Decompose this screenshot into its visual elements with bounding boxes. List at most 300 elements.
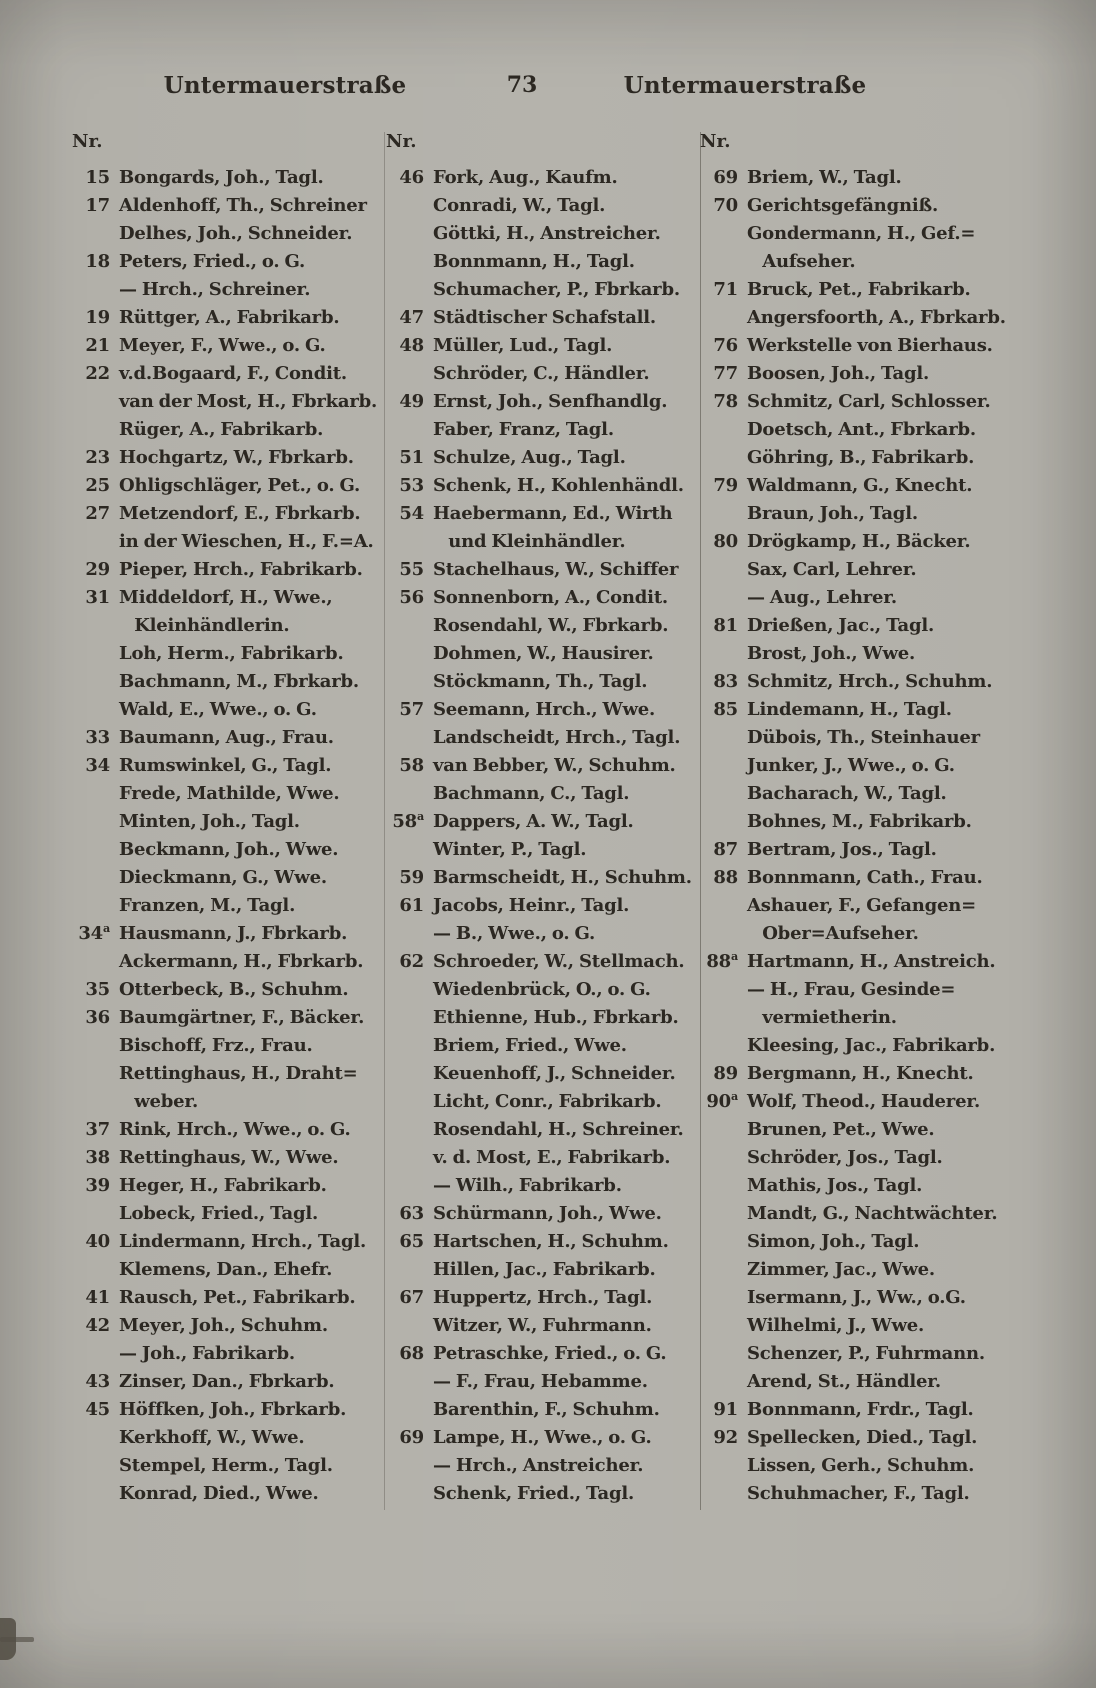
directory-entry — [386, 892, 682, 948]
resident-lines — [119, 248, 368, 304]
house-number: 47 — [399, 307, 424, 328]
resident-lines — [433, 1424, 682, 1508]
house-number: 78 — [713, 391, 738, 412]
house-number: 85 — [713, 699, 738, 720]
resident-line: Brost, Joh., Wwe. — [747, 643, 916, 664]
resident-line: Wald, E., Wwe., o. G. — [119, 699, 317, 720]
house-number: 76 — [713, 335, 738, 356]
resident-line: Zinser, Dan., Fbrkarb. — [119, 1371, 335, 1392]
resident-lines — [747, 1424, 1016, 1508]
resident-line: Loh, Herm., Fabrikarb. — [119, 643, 344, 664]
resident-line: Seemann, Hrch., Wwe. — [433, 699, 656, 720]
directory-entry — [72, 920, 368, 976]
resident-lines — [747, 948, 1016, 1060]
resident-line: Rettinghaus, W., Wwe. — [119, 1147, 339, 1168]
resident-line: Schuhmacher, F., Tagl. — [747, 1483, 970, 1504]
house-number: 19 — [85, 307, 110, 328]
directory-entry — [700, 612, 1016, 668]
directory-entry — [700, 360, 1016, 388]
directory-entry — [700, 1088, 1016, 1396]
resident-line: Schenk, H., Kohlenhändl. — [433, 475, 684, 496]
resident-lines — [747, 1088, 1016, 1396]
resident-lines — [747, 276, 1016, 332]
house-number: 69 — [713, 167, 738, 188]
page-number: 73 — [506, 72, 538, 98]
resident-line: Hartschen, H., Schuhm. — [433, 1231, 669, 1252]
directory-column-3 — [700, 128, 1016, 1508]
resident-lines — [119, 1144, 368, 1172]
resident-lines — [747, 388, 1016, 472]
resident-lines — [119, 332, 368, 360]
directory-columns — [72, 128, 1016, 1508]
directory-entry — [72, 724, 368, 752]
house-number: 48 — [399, 335, 424, 356]
directory-entry — [72, 444, 368, 472]
house-number: 40 — [85, 1231, 110, 1252]
resident-line: Aldenhoff, Th., Schreiner — [119, 195, 367, 216]
resident-lines — [119, 976, 368, 1004]
resident-line: Schumacher, P., Fbrkarb. — [433, 279, 680, 300]
house-number: 81 — [713, 615, 738, 636]
resident-line: Ohligschläger, Pet., o. G. — [119, 475, 361, 496]
resident-lines — [747, 164, 1016, 192]
house-number: 39 — [85, 1175, 110, 1196]
house-number: 67 — [399, 1287, 424, 1308]
resident-line: — H., Frau, Gesinde= — [747, 979, 956, 1000]
house-number: 57 — [399, 699, 424, 720]
resident-line: weber. — [119, 1091, 199, 1112]
resident-lines — [119, 360, 378, 444]
resident-line: Meyer, Joh., Schuhm. — [119, 1315, 328, 1336]
house-number: 38 — [85, 1147, 110, 1168]
resident-line: Otterbeck, B., Schuhm. — [119, 979, 349, 1000]
house-number: 51 — [399, 447, 424, 468]
resident-lines — [433, 164, 682, 304]
house-number: 31 — [85, 587, 110, 608]
resident-lines — [433, 1200, 682, 1228]
house-number: 62 — [399, 951, 424, 972]
resident-line: Brunen, Pet., Wwe. — [747, 1119, 935, 1140]
resident-line: Peters, Fried., o. G. — [119, 251, 306, 272]
resident-line: v. d. Most, E., Fabrikarb. — [433, 1147, 671, 1168]
resident-line: Meyer, F., Wwe., o. G. — [119, 335, 326, 356]
directory-entry — [72, 1396, 368, 1508]
house-number: 21 — [85, 335, 110, 356]
resident-line: Huppertz, Hrch., Tagl. — [433, 1287, 653, 1308]
directory-entry — [386, 556, 682, 584]
directory-entry — [386, 500, 682, 556]
resident-lines — [433, 752, 682, 808]
directory-entry — [72, 976, 368, 1004]
resident-line: Frede, Mathilde, Wwe. — [119, 783, 340, 804]
house-number: 53 — [399, 475, 424, 496]
house-number: 83 — [713, 671, 738, 692]
resident-lines — [119, 304, 368, 332]
directory-entry — [700, 1424, 1016, 1508]
directory-entry — [700, 472, 1016, 528]
resident-line: Franzen, M., Tagl. — [119, 895, 296, 916]
resident-line: Lindermann, Hrch., Tagl. — [119, 1231, 367, 1252]
resident-line: Drießen, Jac., Tagl. — [747, 615, 935, 636]
resident-line: Waldmann, G., Knecht. — [747, 475, 973, 496]
directory-entry — [386, 864, 692, 892]
resident-line: Schmitz, Carl, Schlosser. — [747, 391, 991, 412]
resident-line: Drögkamp, H., Bäcker. — [747, 531, 971, 552]
resident-line: Wolf, Theod., Hauderer. — [747, 1091, 981, 1112]
directory-entry — [386, 584, 682, 696]
house-number: 55 — [399, 559, 424, 580]
house-number: 80 — [713, 531, 738, 552]
resident-line: Bonnmann, Cath., Frau. — [747, 867, 983, 888]
directory-entry — [700, 192, 1016, 276]
resident-line: Bongards, Joh., Tagl. — [119, 167, 324, 188]
resident-line: Petraschke, Fried., o. G. — [433, 1343, 667, 1364]
resident-lines — [433, 472, 682, 500]
resident-line: Wiedenbrück, O., o. G. — [433, 979, 651, 1000]
resident-line: Rosendahl, W., Fbrkarb. — [433, 615, 669, 636]
directory-entry — [72, 192, 368, 248]
resident-line: Höffken, Joh., Fbrkarb. — [119, 1399, 347, 1420]
resident-line: Göttki, H., Anstreicher. — [433, 223, 661, 244]
directory-entry — [386, 164, 682, 304]
resident-line: Bonnmann, H., Tagl. — [433, 251, 635, 272]
resident-line: Rumswinkel, G., Tagl. — [119, 755, 332, 776]
resident-line: Junker, J., Wwe., o. G. — [747, 755, 955, 776]
house-number: 92 — [713, 1427, 738, 1448]
resident-lines — [747, 864, 1016, 948]
directory-column-1 — [72, 128, 378, 1508]
directory-column-2 — [386, 128, 692, 1508]
directory-entry — [386, 1284, 682, 1340]
resident-line: Schröder, Jos., Tagl. — [747, 1147, 943, 1168]
resident-lines — [747, 1396, 1016, 1424]
resident-line: Schenk, Fried., Tagl. — [433, 1483, 635, 1504]
resident-line: Stöckmann, Th., Tagl. — [433, 671, 648, 692]
house-number: 54 — [399, 503, 424, 524]
house-number: 59 — [399, 867, 424, 888]
resident-line: Bachmann, M., Fbrkarb. — [119, 671, 359, 692]
house-number: 18 — [85, 251, 110, 272]
resident-line: v.d.Bogaard, F., Condit. — [119, 363, 347, 384]
resident-line: Rink, Hrch., Wwe., o. G. — [119, 1119, 351, 1140]
resident-lines — [119, 556, 368, 584]
resident-line: Ernst, Joh., Senfhandlg. — [433, 391, 668, 412]
house-number: 22 — [85, 363, 110, 384]
resident-line: Bergmann, H., Knecht. — [747, 1063, 974, 1084]
house-number: 34$^a$ — [78, 922, 110, 944]
resident-lines — [119, 164, 368, 192]
resident-line: Arend, St., Händler. — [747, 1371, 941, 1392]
street-title-left: Untermauerstraße — [163, 72, 407, 99]
resident-lines — [119, 920, 368, 976]
resident-lines — [433, 1340, 682, 1424]
resident-lines — [433, 444, 682, 472]
directory-entry — [386, 304, 682, 332]
resident-line: Dohmen, W., Hausirer. — [433, 643, 654, 664]
resident-lines — [119, 192, 368, 248]
resident-line: Minten, Joh., Tagl. — [119, 811, 300, 832]
directory-entry — [700, 164, 1016, 192]
resident-line: van Bebber, W., Schuhm. — [433, 755, 676, 776]
directory-entry — [386, 752, 682, 808]
house-number: 42 — [85, 1315, 110, 1336]
resident-lines — [433, 1228, 682, 1284]
resident-lines — [747, 612, 1016, 668]
resident-line: Lissen, Gerh., Schuhm. — [747, 1455, 975, 1476]
resident-line: Schröder, C., Händler. — [433, 363, 650, 384]
resident-line: Zimmer, Jac., Wwe. — [747, 1259, 935, 1280]
resident-line: Werkstelle von Bierhaus. — [747, 335, 993, 356]
directory-entry — [72, 332, 368, 360]
house-number: 46 — [399, 167, 424, 188]
resident-line: Lindemann, H., Tagl. — [747, 699, 952, 720]
directory-entry — [72, 584, 368, 724]
resident-line: Bohnes, M., Fabrikarb. — [747, 811, 972, 832]
scan-edge-artifact — [0, 1637, 34, 1642]
house-number: 61 — [399, 895, 424, 916]
house-number: 63 — [399, 1203, 424, 1224]
house-number: 41 — [85, 1287, 110, 1308]
resident-line: Rüger, A., Fabrikarb. — [119, 419, 324, 440]
directory-entry — [386, 696, 682, 752]
directory-entry — [72, 1284, 368, 1312]
resident-line: Bonnmann, Frdr., Tagl. — [747, 1399, 974, 1420]
directory-entry — [386, 808, 682, 864]
resident-line: Schroeder, W., Stellmach. — [433, 951, 685, 972]
directory-entry — [72, 472, 368, 500]
resident-line: Schulze, Aug., Tagl. — [433, 447, 626, 468]
house-number: 58 — [399, 755, 424, 776]
directory-entry — [72, 1004, 368, 1116]
directory-entry — [386, 444, 682, 472]
resident-line: Hochgartz, W., Fbrkarb. — [119, 447, 354, 468]
resident-line: Rüttger, A., Fabrikarb. — [119, 307, 340, 328]
directory-entry — [700, 332, 1016, 360]
resident-line: Kleinhändlerin. — [119, 615, 290, 636]
resident-lines — [119, 724, 368, 752]
resident-line: — Joh., Fabrikarb. — [119, 1343, 295, 1364]
resident-lines — [747, 472, 1016, 528]
resident-line: Klemens, Dan., Ehefr. — [119, 1259, 333, 1280]
resident-lines — [119, 472, 368, 500]
resident-line: Briem, W., Tagl. — [747, 167, 902, 188]
resident-line: Konrad, Died., Wwe. — [119, 1483, 319, 1504]
resident-lines — [119, 1396, 368, 1508]
resident-lines — [433, 388, 682, 444]
house-number: 71 — [713, 279, 738, 300]
resident-line: Ethienne, Hub., Fbrkarb. — [433, 1007, 679, 1028]
resident-lines — [119, 752, 368, 920]
resident-lines — [433, 808, 682, 864]
resident-line: Keuenhoff, J., Schneider. — [433, 1063, 676, 1084]
resident-line: und Kleinhändler. — [433, 531, 626, 552]
resident-lines — [433, 1284, 682, 1340]
house-number: 79 — [713, 475, 738, 496]
house-number: 91 — [713, 1399, 738, 1420]
resident-line: Ashauer, F., Gefangen= — [747, 895, 976, 916]
resident-lines — [747, 668, 1016, 696]
resident-line: Stachelhaus, W., Schiffer — [433, 559, 679, 580]
house-number: 36 — [85, 1007, 110, 1028]
directory-entry — [386, 1340, 682, 1424]
directory-entry — [72, 1172, 368, 1228]
house-number: 69 — [399, 1427, 424, 1448]
directory-entry — [72, 164, 368, 192]
resident-line: Sonnenborn, A., Condit. — [433, 587, 669, 608]
directory-entry — [700, 276, 1016, 332]
directory-entry — [72, 500, 374, 556]
resident-line: — Hrch., Schreiner. — [119, 279, 311, 300]
resident-line: Rausch, Pet., Fabrikarb. — [119, 1287, 356, 1308]
resident-line: Hausmann, J., Fbrkarb. — [119, 923, 348, 944]
resident-line: Hillen, Jac., Fabrikarb. — [433, 1259, 656, 1280]
resident-line: Haebermann, Ed., Wirth — [433, 503, 673, 524]
resident-line: Witzer, W., Fuhrmann. — [433, 1315, 652, 1336]
resident-line: Lobeck, Fried., Tagl. — [119, 1203, 319, 1224]
resident-line: Bruck, Pet., Fabrikarb. — [747, 279, 971, 300]
house-number: 90$^a$ — [706, 1090, 738, 1112]
directory-entry — [700, 668, 1016, 696]
house-number: 56 — [399, 587, 424, 608]
resident-line: Simon, Joh., Tagl. — [747, 1231, 920, 1252]
resident-lines — [747, 836, 1016, 864]
house-number: 23 — [85, 447, 110, 468]
resident-lines — [119, 1172, 368, 1228]
resident-line: Aufseher. — [747, 251, 856, 272]
resident-line: Dübois, Th., Steinhauer — [747, 727, 980, 748]
resident-line: Landscheidt, Hrch., Tagl. — [433, 727, 681, 748]
resident-lines — [433, 864, 692, 892]
resident-lines — [433, 584, 682, 696]
resident-line: — Aug., Lehrer. — [747, 587, 897, 608]
house-number: 89 — [713, 1063, 738, 1084]
house-number: 34 — [85, 755, 110, 776]
resident-line: Ober=Aufseher. — [747, 923, 919, 944]
resident-lines — [747, 1060, 1016, 1088]
directory-entry — [386, 332, 682, 388]
house-number: 25 — [85, 475, 110, 496]
directory-entry — [386, 388, 682, 444]
resident-line: Bacharach, W., Tagl. — [747, 783, 947, 804]
resident-line: van der Most, H., Fbrkarb. — [119, 391, 378, 412]
resident-lines — [433, 500, 682, 556]
house-number: 33 — [85, 727, 110, 748]
resident-line: Spellecken, Died., Tagl. — [747, 1427, 978, 1448]
directory-entry — [700, 948, 1016, 1060]
directory-entry — [386, 1424, 682, 1508]
house-number: 77 — [713, 363, 738, 384]
directory-entry — [72, 1368, 368, 1396]
resident-lines — [119, 1004, 368, 1116]
resident-lines — [747, 696, 1016, 836]
house-number: 15 — [85, 167, 110, 188]
resident-line: Licht, Conr., Fabrikarb. — [433, 1091, 662, 1112]
resident-line: Delhes, Joh., Schneider. — [119, 223, 353, 244]
resident-line: Bachmann, C., Tagl. — [433, 783, 630, 804]
house-number: 88$^a$ — [706, 950, 738, 972]
resident-line: Hartmann, H., Anstreich. — [747, 951, 996, 972]
directory-entry — [72, 556, 368, 584]
resident-lines — [747, 528, 1016, 612]
directory-entry — [72, 752, 368, 920]
resident-line: — Wilh., Fabrikarb. — [433, 1175, 622, 1196]
resident-line: Lampe, H., Wwe., o. G. — [433, 1427, 652, 1448]
resident-lines — [119, 1368, 368, 1396]
resident-lines — [119, 500, 374, 556]
directory-entry — [700, 1060, 1016, 1088]
house-number: 87 — [713, 839, 738, 860]
resident-line: Müller, Lud., Tagl. — [433, 335, 613, 356]
resident-line: Middeldorf, H., Wwe., — [119, 587, 333, 608]
resident-line: Doetsch, Ant., Fbrkarb. — [747, 419, 976, 440]
resident-line: Städtischer Schafstall. — [433, 307, 657, 328]
resident-lines — [747, 360, 1016, 388]
resident-line: Barmscheidt, H., Schuhm. — [433, 867, 692, 888]
directory-entry — [72, 360, 378, 444]
resident-line: Boosen, Joh., Tagl. — [747, 363, 930, 384]
resident-line: Dappers, A. W., Tagl. — [433, 811, 634, 832]
resident-lines — [747, 332, 1016, 360]
resident-line: Gerichtsgefängniß. — [747, 195, 939, 216]
resident-line: Heger, H., Fabrikarb. — [119, 1175, 327, 1196]
resident-lines — [433, 556, 682, 584]
column-nr-label: Nr. — [386, 131, 417, 152]
resident-line: Schmitz, Hrch., Schuhm. — [747, 671, 993, 692]
house-number: 58$^a$ — [392, 810, 424, 832]
column-nr-label: Nr. — [700, 131, 731, 152]
resident-line: Metzendorf, E., Fbrkarb. — [119, 503, 361, 524]
resident-line: Dieckmann, G., Wwe. — [119, 867, 327, 888]
directory-entry — [72, 1312, 368, 1368]
resident-line: Schürmann, Joh., Wwe. — [433, 1203, 662, 1224]
resident-line: Angersfoorth, A., Fbrkarb. — [747, 307, 1006, 328]
directory-entry — [700, 528, 1016, 612]
resident-line: Sax, Carl, Lehrer. — [747, 559, 917, 580]
directory-entry — [72, 1228, 368, 1284]
directory-entry — [700, 388, 1016, 472]
street-title-right: Untermauerstraße — [623, 72, 867, 99]
resident-line: — Hrch., Anstreicher. — [433, 1455, 644, 1476]
resident-lines — [119, 584, 368, 724]
resident-line: — B., Wwe., o. G. — [433, 923, 596, 944]
directory-entry — [700, 836, 1016, 864]
resident-line: Schenzer, P., Fuhrmann. — [747, 1343, 985, 1364]
resident-lines — [119, 1284, 368, 1312]
directory-entry — [72, 1144, 368, 1172]
resident-line: Baumann, Aug., Frau. — [119, 727, 334, 748]
directory-entry — [386, 1228, 682, 1284]
resident-line: Faber, Franz, Tagl. — [433, 419, 614, 440]
resident-lines — [433, 696, 682, 752]
column-nr-label: Nr. — [72, 131, 103, 152]
resident-lines — [433, 948, 685, 1200]
house-number: 37 — [85, 1119, 110, 1140]
resident-line: Rosendahl, H., Schreiner. — [433, 1119, 684, 1140]
resident-line: in der Wieschen, H., F.=A. — [119, 531, 374, 552]
directory-entry — [386, 948, 685, 1200]
resident-line: Ackermann, H., Fbrkarb. — [119, 951, 364, 972]
directory-entry — [72, 304, 368, 332]
resident-line: Pieper, Hrch., Fabrikarb. — [119, 559, 363, 580]
resident-line: Barenthin, F., Schuhm. — [433, 1399, 660, 1420]
resident-line: vermietherin. — [747, 1007, 897, 1028]
resident-lines — [119, 1116, 368, 1144]
house-number: 49 — [399, 391, 424, 412]
directory-entry — [700, 864, 1016, 948]
resident-line: Winter, P., Tagl. — [433, 839, 587, 860]
resident-lines — [433, 304, 682, 332]
resident-line: Kerkhoff, W., Wwe. — [119, 1427, 305, 1448]
